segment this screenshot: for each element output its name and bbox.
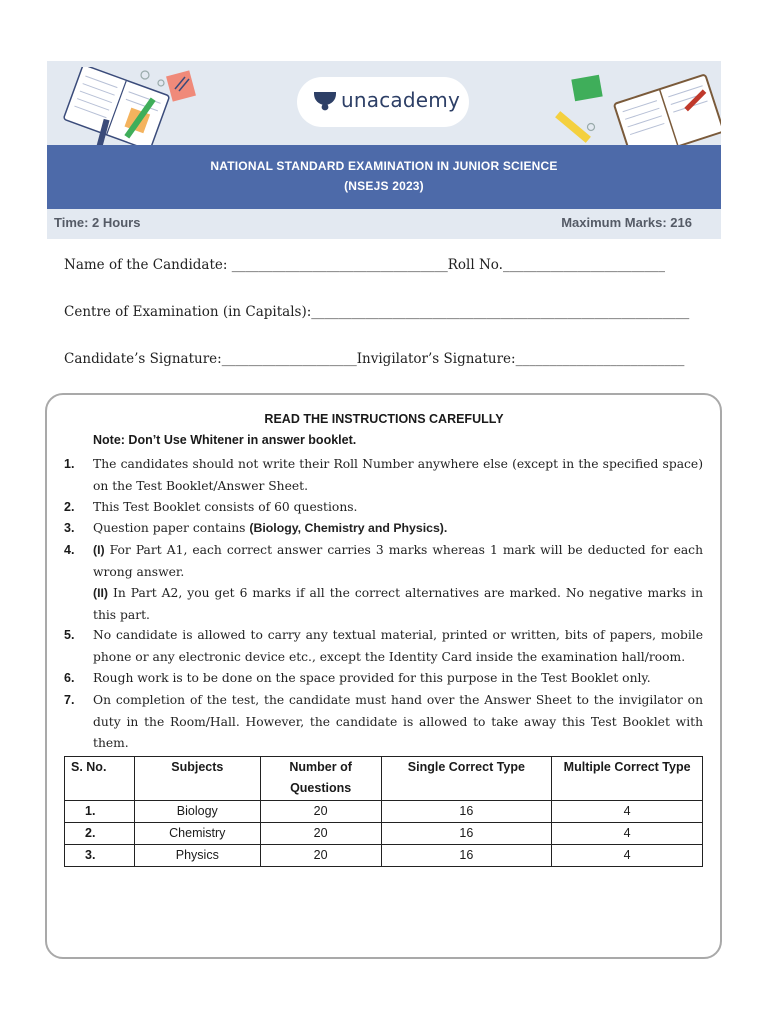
table-cell: 20 [260,801,381,823]
instruction-text: This Test Booklet consists of 60 questions. [93,500,358,514]
instruction-number: 1. [64,457,75,471]
exam-centre-field: Centre of Examination (in Capitals):________________________________________________________ [64,304,690,320]
table-row [65,823,703,845]
exam-title-band [47,145,721,209]
instruction-number: 2. [64,500,75,514]
table-header: Multiple Correct Type [552,757,703,801]
instruction-number: 7. [64,693,75,707]
exam-header [47,61,721,239]
instruction-text: The candidates should not write their Roll Number anywhere else (except in the specified space) on the Test Booklet/Answer Sheet. [93,457,703,493]
instruction-subjects: (Biology, Chemistry and Physics). [249,521,448,535]
instruction-text: On completion of the test, the candidate must hand over the Answer Sheet to the invigilator on duty in the Room/Hall. However, the candidate is allowed to take away this Test Booklet with them. [93,693,703,750]
unacademy-mark-icon [313,91,337,111]
table-cell: 20 [260,845,381,867]
instruction-number: 5. [64,628,75,642]
instruction-text: Rough work is to be done on the space provided for this purpose in the Test Booklet only. [93,671,651,685]
instruction-text: No candidate is allowed to carry any textual material, printed or written, bits of papers, mobile phone or any electronic device etc., except the Identity Card inside the examination hall/room. [93,628,703,664]
instruction-text [93,518,703,540]
instructions-note: Note: Don’t Use Whitener in answer booklet. [93,433,357,447]
table-cell: Physics [134,845,260,867]
table-cell: 3. [65,845,135,867]
exam-code: (NSEJS 2023) [344,179,424,193]
table-header: Subjects [134,757,260,801]
instruction-text [93,583,703,626]
instruction-number: 6. [64,671,75,685]
exam-title: NATIONAL STANDARD EXAMINATION IN JUNIOR SCIENCE [210,159,558,173]
table-cell: Biology [134,801,260,823]
part-text: For Part A1, each correct answer carries 3 marks whereas 1 mark will be deducted for each wrong answer. [93,543,703,579]
table-header: S. No. [65,757,135,801]
table-cell: 16 [381,801,552,823]
unacademy-logo [297,77,469,127]
maximum-marks: Maximum Marks: 216 [561,215,692,230]
table-cell: 2. [65,823,135,845]
table-row [65,801,703,823]
exam-duration: Time: 2 Hours [54,215,141,230]
part-label: (I) [93,543,105,557]
table-cell: 4 [552,801,703,823]
instructions-title: READ THE INSTRUCTIONS CAREFULLY [264,412,504,426]
question-distribution-table [64,756,703,867]
part-label: (II) [93,586,109,600]
table-header-row [65,757,703,801]
table-cell: 1. [65,801,135,823]
candidate-name-roll-field: Name of the Candidate: ________________________________Roll No.________________________ [64,257,665,273]
table-cell: Chemistry [134,823,260,845]
table-cell: 16 [381,823,552,845]
table-cell: 4 [552,845,703,867]
table-cell: 4 [552,823,703,845]
part-text: In Part A2, you get 6 marks if all the correct alternatives are marked. No negative marks in this part. [93,586,703,622]
table-header: Number of Questions [260,757,381,801]
instruction-text [93,540,703,583]
instruction-number: 3. [64,521,75,535]
brand-name: unacademy [341,88,460,112]
table-cell: 20 [260,823,381,845]
table-header: Single Correct Type [381,757,552,801]
instruction-text-part: Question paper contains [93,521,250,535]
table-cell: 16 [381,845,552,867]
table-row [65,845,703,867]
signature-fields: Candidate’s Signature:____________________Invigilator’s Signature:_________________________ [64,351,685,367]
instruction-number: 4. [64,543,75,557]
